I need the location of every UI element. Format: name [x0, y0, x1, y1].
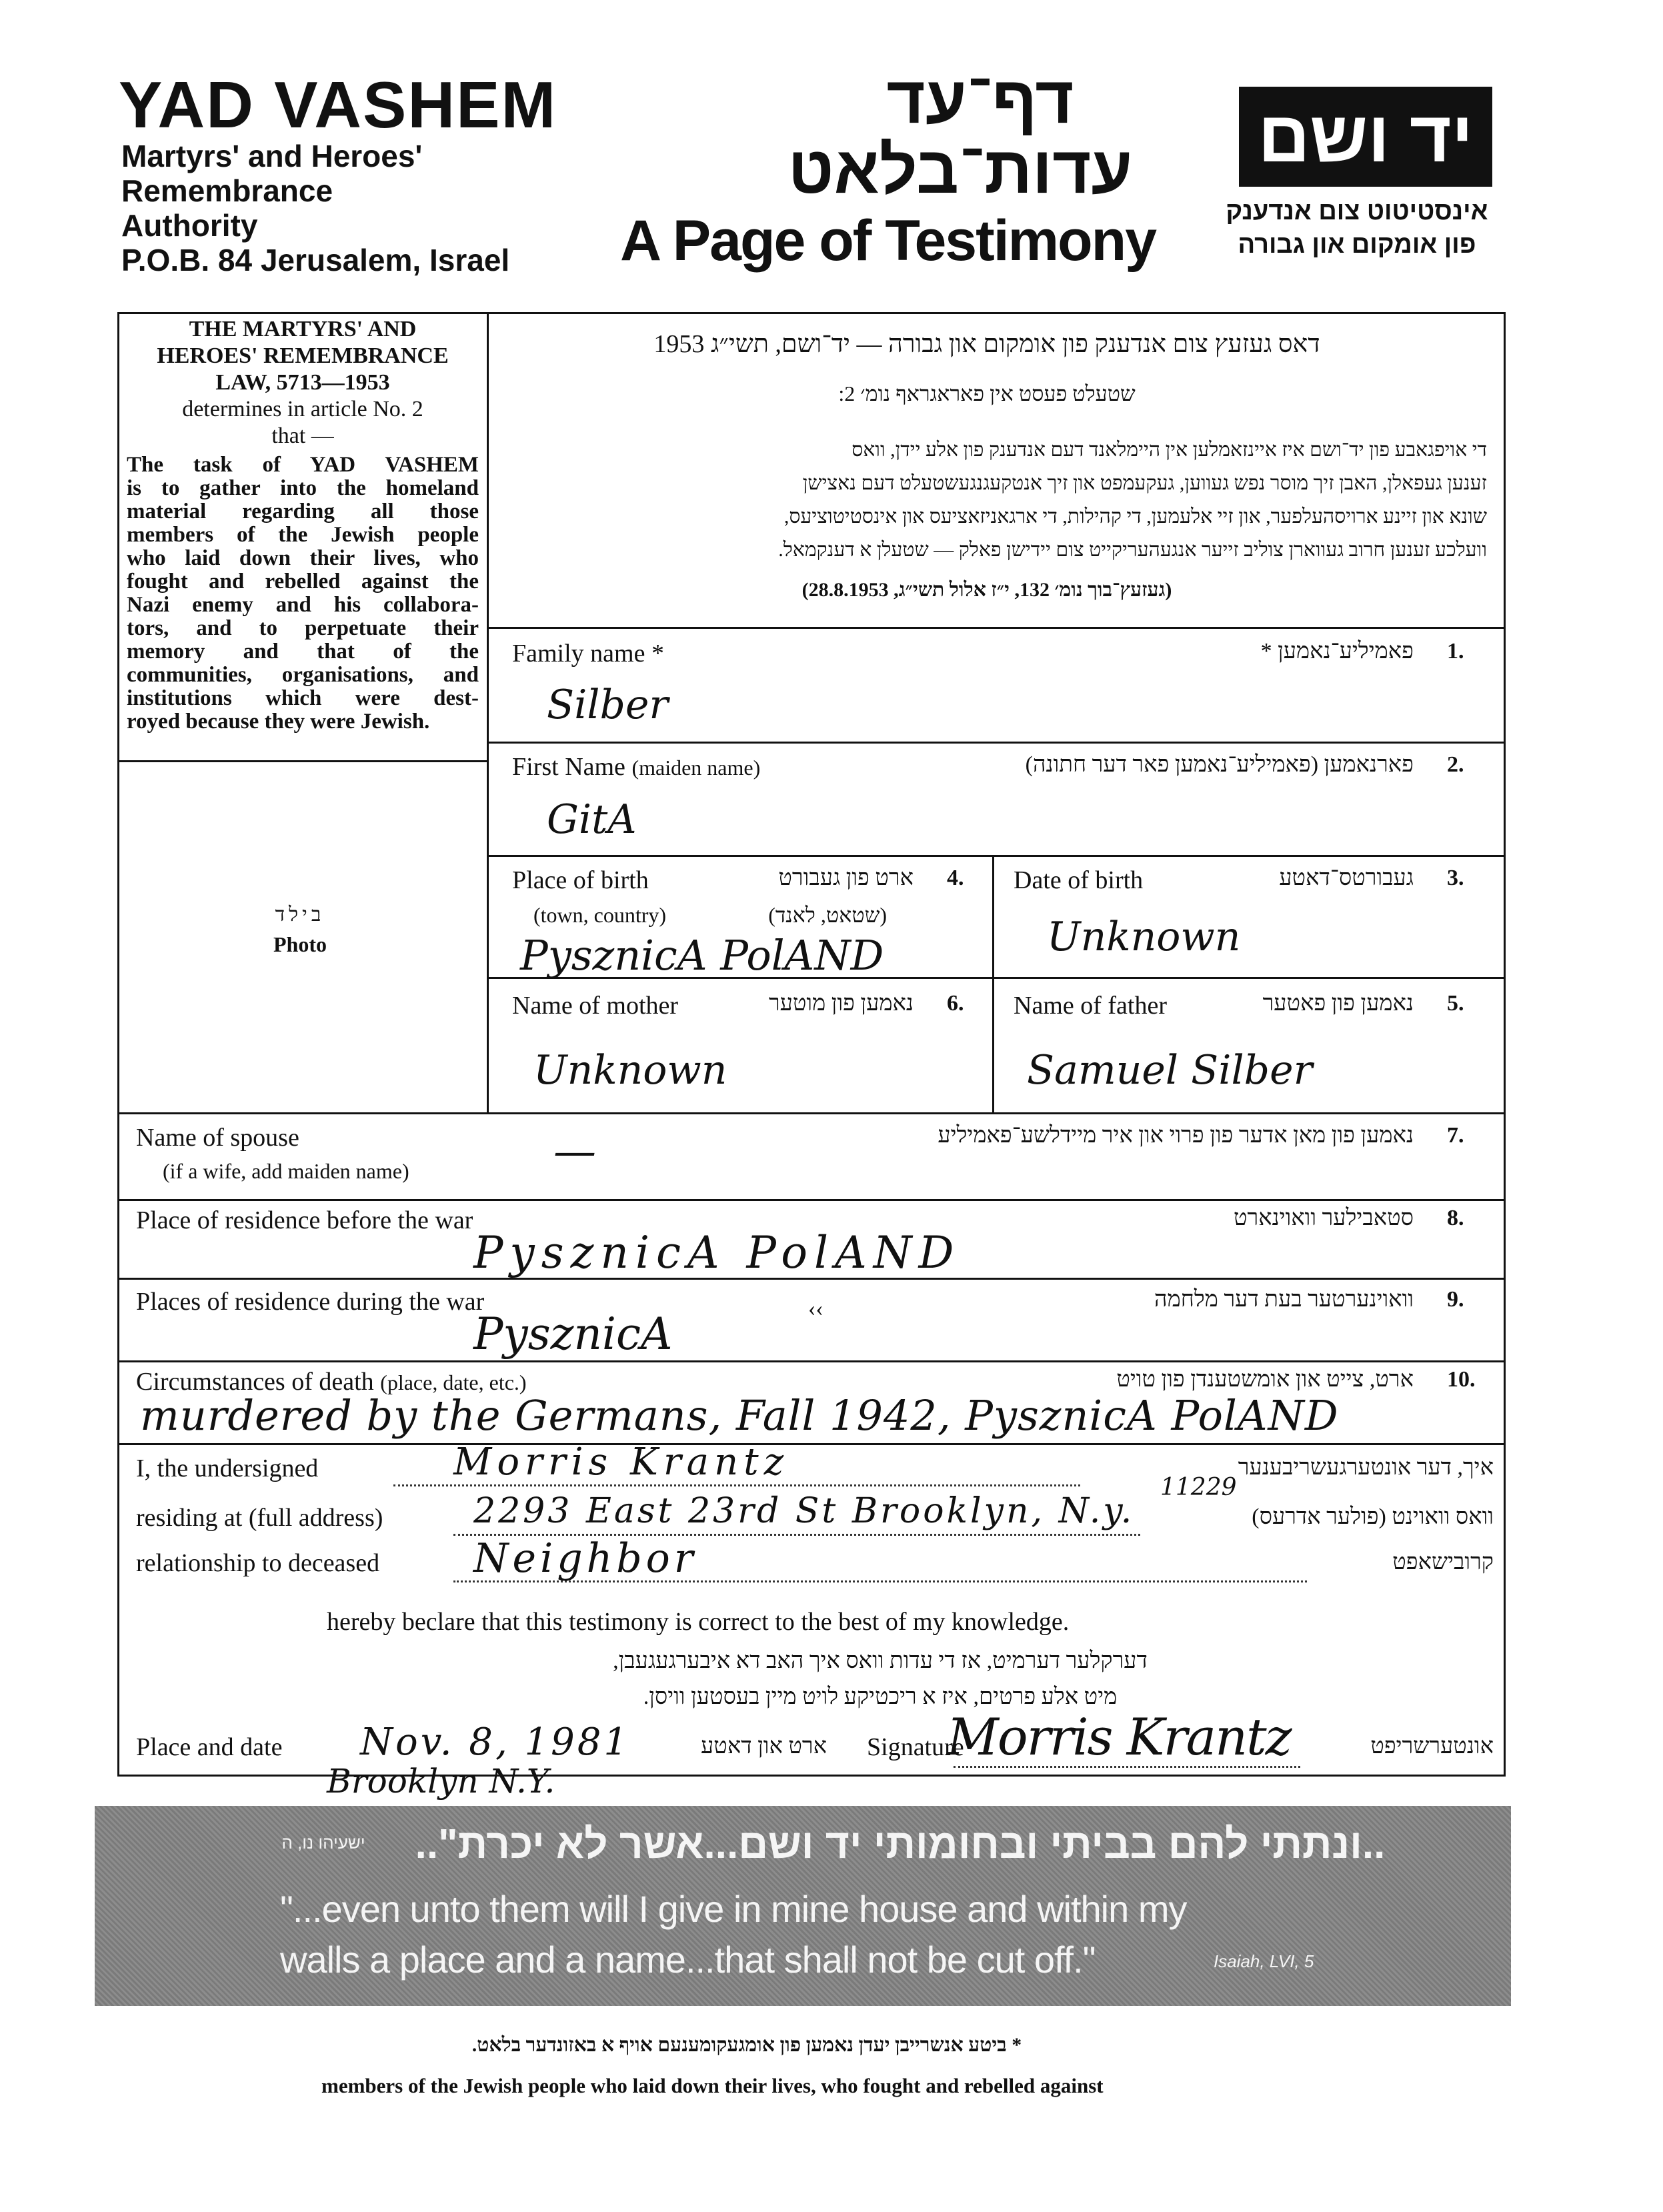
row-line [489, 627, 1506, 629]
law-body-line: institutions which were dest- [127, 686, 479, 710]
yiddish-title-1: דף־עד [886, 63, 1074, 137]
quote-hebrew: ..ונתתי להם בביתי ובחומותי יד ושם...אשר לא יכרת".. [415, 1821, 1386, 1867]
father-name-value[interactable]: Samuel Silber [1027, 1047, 1313, 1094]
residing-label: residing at (full address) [136, 1504, 383, 1532]
circumstances-sub: (place, date, etc.) [380, 1370, 527, 1394]
row-line [117, 1443, 1506, 1445]
first-name-label [512, 752, 760, 782]
first-name-num: 2. [1447, 752, 1464, 777]
circumstances-label-text: Circumstances of death [136, 1368, 374, 1396]
birth-divider [992, 855, 994, 1114]
residence-during-value[interactable]: PysznicA [473, 1308, 673, 1360]
date-value[interactable]: Nov. 8, 1981 [360, 1721, 631, 1764]
date-of-birth-num: 3. [1447, 866, 1464, 890]
law-body-line: communities, organisations, and [127, 663, 479, 687]
residence-before-label: Place of residence before the war [136, 1206, 473, 1234]
law-box [123, 316, 483, 449]
declare-heb-2: מיט אלע פרטים, איז א ריכטיקע לויט מיין בעסטען וויסן. [643, 1685, 1118, 1709]
row-line [117, 1199, 1506, 1201]
spouse-sub: (if a wife, add maiden name) [163, 1159, 409, 1183]
law-intro-line: determines in article No. 2 [182, 397, 423, 421]
family-name-label: Family name * [512, 640, 664, 668]
spouse-label: Name of spouse [136, 1124, 299, 1152]
residence-during-num: 9. [1447, 1287, 1464, 1312]
logo-caption-2: פון אומקום און גבורה [1238, 231, 1476, 259]
law-body-line: fought and rebelled against the [127, 570, 479, 594]
signature-label: Signature [867, 1733, 964, 1761]
law-intro-line: that — [271, 423, 334, 448]
relationship-value[interactable]: Neighbor [473, 1535, 697, 1582]
father-name-heb: נאמען פון פאטער [1262, 991, 1414, 1016]
mother-name-value[interactable]: Unknown [533, 1047, 727, 1094]
law-title-line: THE MARTYRS' AND [189, 317, 417, 341]
family-name-num: 1. [1447, 639, 1464, 664]
yiddish-law-body-line: וועלכע זענען חרוב געווארן צוליב זייער אנגעהעריקייט צום יידישן פאלק — שטעלן א דענקמאל. [778, 539, 1487, 561]
residing-zip[interactable]: 11229 [1160, 1474, 1237, 1501]
law-body-line: memory and that of the [127, 640, 479, 664]
main-title: A Page of Testimony [620, 209, 1156, 273]
father-name-num: 5. [1447, 991, 1464, 1016]
mother-name-label: Name of mother [512, 992, 679, 1020]
circumstances-heb: ארט, צייט און אומשטענדן פון טויט [1116, 1367, 1414, 1392]
quote-english-ref: Isaiah, LVI, 5 [1214, 1951, 1314, 1971]
photo-label: Photo [273, 932, 327, 956]
place-of-birth-sub-heb: (שטאט, לאנד) [768, 903, 887, 927]
circumstances-value[interactable]: murdered by the Germans, Fall 1942, PysznicA PolAND [140, 1391, 1339, 1440]
declare-en: hereby beclare that this testimony is correct to the best of my knowledge. [327, 1608, 1070, 1636]
first-name-heb: פארנאמען (פאמיליע־נאמען פאר דער חתונה) [1025, 752, 1414, 777]
undersigned-line [393, 1484, 1080, 1486]
quote-english-2: walls a place and a name...that shall not be cut off." [280, 1939, 1096, 1981]
undersigned-label: I, the undersigned [136, 1454, 319, 1482]
yiddish-law-body [507, 433, 1487, 567]
row-line [489, 742, 1506, 744]
residence-before-heb: סטאבילער וואוינארט [1233, 1206, 1414, 1230]
place-value[interactable]: Brooklyn N.Y. [327, 1762, 555, 1801]
residing-value[interactable]: 2293 East 23rd St Brooklyn, N.y. [473, 1491, 1135, 1531]
yiddish-law-line1: דאס געזעץ צום אנדענק פון אומקום און גבורה — יד־ושם, תשי״ג 1953 [653, 330, 1320, 358]
law-body-line: is to gather into the homeland [127, 476, 479, 500]
residence-during-heb: וואוינערטער בעת דער מלחמה [1154, 1287, 1414, 1312]
org-line: P.O.B. 84 Jerusalem, Israel [121, 243, 510, 277]
yiddish-law-citation: (געזעץ־בוך נומ׳ 132, י״ז אלול תשי״ג, 28.8.1953) [801, 579, 1172, 601]
yiddish-title-2: עדות־בלאט [787, 133, 1133, 207]
law-body-line: material regarding all those [127, 499, 479, 523]
undersigned-value[interactable]: Morris Krantz [453, 1440, 789, 1484]
signature-heb: אונטערשריפט [1370, 1734, 1494, 1759]
residence-during-mark: ‹‹ [808, 1296, 823, 1321]
declare-heb-1: דערקלער דערמיט, אז די עדות וואס איך האב דא איבערגעגעבן, [613, 1648, 1148, 1673]
law-body-line: who laid down their lives, who [127, 546, 479, 570]
row-line [117, 1360, 1506, 1362]
undersigned-heb: איך, דער אונטערגעשריבענער [1238, 1455, 1494, 1480]
place-of-birth-heb: ארט פון געבורט [778, 866, 914, 890]
spouse-value[interactable]: — [553, 1127, 596, 1176]
footnote-heb: * ביטע אנשרייבן יעדן נאמען פון אומגעקומענעם אויף א באזונדער בלאט. [471, 2034, 1022, 2056]
org-title: YAD VASHEM [119, 68, 557, 141]
residing-heb: וואס וואוינט (פולער אדרעס) [1252, 1504, 1494, 1529]
date-of-birth-label: Date of birth [1014, 866, 1144, 894]
signature-value[interactable]: Morris Krantz [947, 1707, 1291, 1767]
quote-english-1: "...even unto them will I give in mine house and within my [280, 1888, 1187, 1930]
relationship-label: relationship to deceased [136, 1549, 380, 1577]
circumstances-num: 10. [1447, 1367, 1476, 1392]
date-of-birth-heb: געבורטס־דאטע [1279, 866, 1414, 890]
law-body-line: members of the Jewish people [127, 523, 479, 547]
left-col-divider [487, 312, 489, 1114]
residence-during-label: Places of residence during the war [136, 1288, 485, 1316]
yiddish-law-line2: שטעלט פעסט אין פאראגראף נומ׳ 2: [838, 381, 1136, 405]
org-line: Martyrs' and Heroes' [121, 139, 423, 173]
law-body-line: Nazi enemy and his collabora- [127, 593, 479, 617]
residence-before-value[interactable]: PysznicA PolAND [473, 1227, 961, 1278]
law-body-line: The task of YAD VASHEM [127, 453, 479, 477]
mother-name-heb: נאמען פון מוטער [768, 991, 914, 1016]
first-name-label-text: First Name [512, 753, 625, 781]
row-line [489, 855, 1506, 857]
org-lines [121, 139, 509, 277]
first-name-sub: (maiden name) [631, 756, 761, 780]
residence-before-num: 8. [1447, 1206, 1464, 1230]
logo-caption-1: אינסטיטוט צום אנדענק [1226, 197, 1488, 225]
row-line [117, 1112, 1506, 1114]
family-name-value[interactable]: Silber [547, 682, 669, 728]
place-date-label: Place and date [136, 1733, 283, 1761]
relationship-heb: קרובישאפט [1392, 1550, 1494, 1574]
org-line: Remembrance [121, 173, 333, 208]
first-name-value[interactable]: GitA [547, 796, 637, 843]
mother-name-num: 6. [947, 991, 964, 1016]
place-date-heb: ארט און דאטע [701, 1734, 827, 1759]
law-box-bottom [117, 760, 489, 762]
logo: יד ושם [1239, 87, 1492, 187]
spouse-heb: נאמען פון מאן אדער פון פרוי און איר מיידלשע־פאמיליע [938, 1123, 1414, 1148]
place-of-birth-num: 4. [947, 866, 964, 890]
place-of-birth-value[interactable]: PysznicA PolAND [520, 931, 884, 980]
place-of-birth-sub: (town, country) [533, 903, 667, 927]
footnote-en: members of the Jewish people who laid down their lives, who fought and rebelled against [321, 2074, 1104, 2097]
signature-line [954, 1766, 1300, 1768]
law-body-line: royed because they were Jewish. [127, 710, 430, 734]
yiddish-law-body-line: שונא און זיינע ארויסהעלפער, און זיי אלעמען, די קהילות, די ארגאניזאציעס און אינסטיטוציעס, [783, 505, 1487, 527]
yiddish-law-body-line: די אויפגאבע פון יד־ושם איז איינזאמלען אין היימלאנד דעם אנדענק פון אלע יידן, וואס [852, 439, 1487, 461]
spouse-num: 7. [1447, 1123, 1464, 1148]
quote-hebrew-ref: ישעיהו נו, ה [281, 1833, 365, 1853]
yiddish-law-body-line: זענען געפאלן, האבן זיך מוסר נפש געווען, געקעמפט און זיך אנטקעגנגעשטעלט דעם נאצישן [802, 472, 1487, 494]
photo-heb: בילד [275, 904, 325, 926]
family-name-heb: פאמיליע־נאמען * [1260, 639, 1414, 664]
law-title-line: LAW, 5713—1953 [215, 370, 390, 395]
law-body-line: tors, and to perpetuate their [127, 616, 479, 640]
org-line: Authority [121, 208, 258, 243]
father-name-label: Name of father [1014, 992, 1167, 1020]
date-of-birth-value[interactable]: Unknown [1047, 914, 1241, 960]
law-box-body [127, 453, 479, 734]
place-of-birth-label: Place of birth [512, 866, 649, 894]
law-title-line: HEROES' REMEMBRANCE [157, 343, 449, 368]
